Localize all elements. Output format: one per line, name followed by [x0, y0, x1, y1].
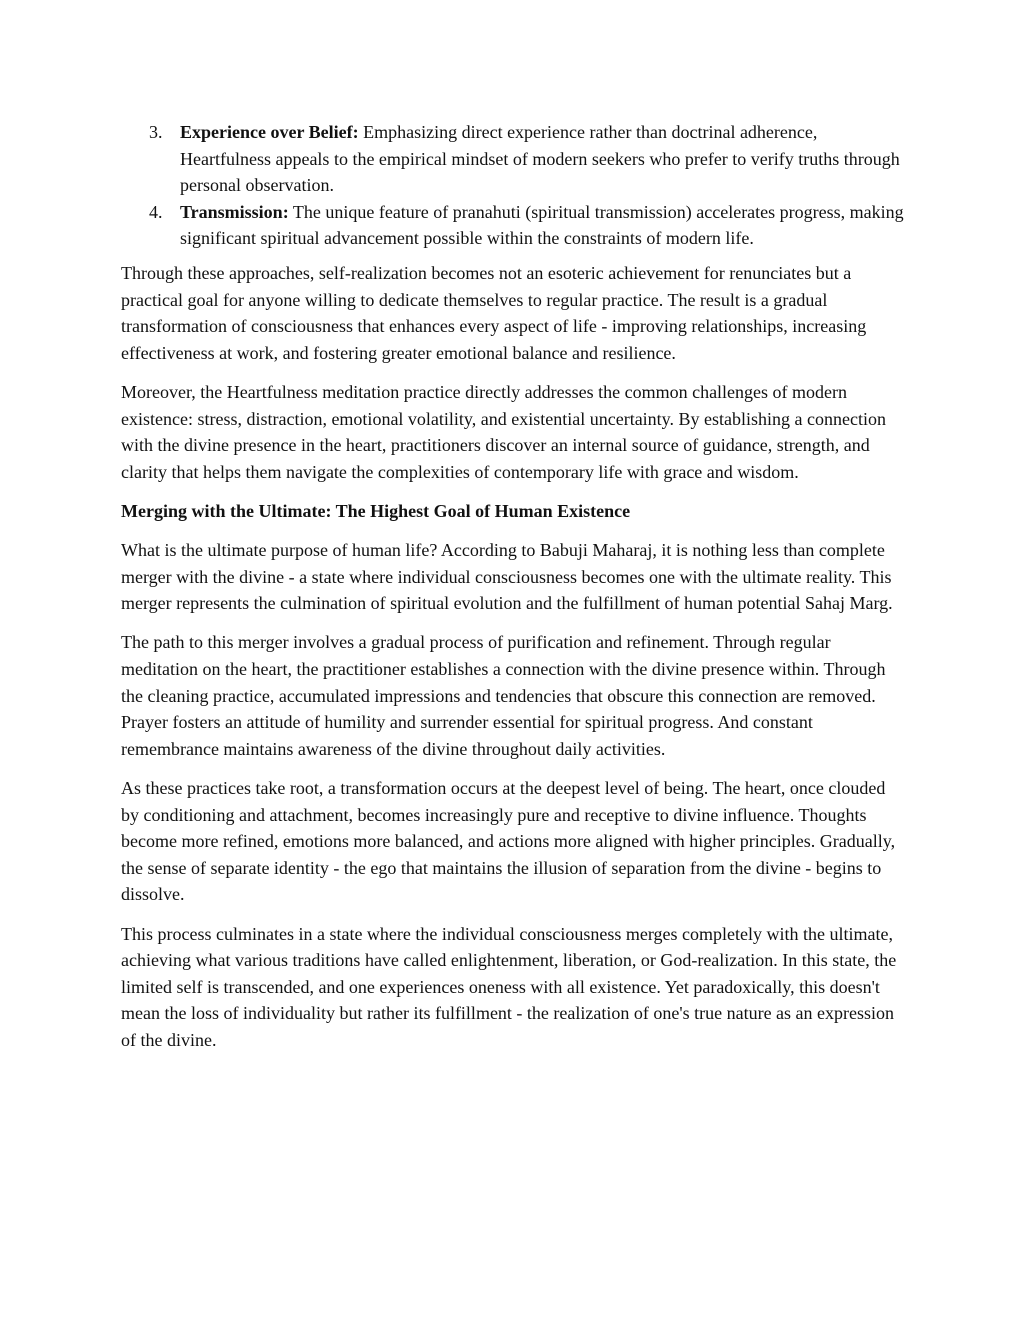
list-item: [121, 119, 906, 199]
paragraph: Moreover, the Heartfulness meditation practice directly addresses the common challenges of modern existence: stress, distraction, emotional volatility, and existential uncertainty. By establishing a connection with the divine presence in the heart, practitioners discover an internal source of guidance, strength, and clarity that helps them navigate the complexities of contemporary life with grace and wisdom.: [121, 381, 886, 482]
list-item: [121, 199, 906, 252]
list-item-text: The unique feature of pranahuti (spiritual transmission) accelerates progress, making significant spiritual advancement possible within the constraints of modern life.: [180, 201, 904, 249]
numbered-list: [121, 119, 906, 252]
document-page: [121, 119, 906, 1066]
list-item-number: 4.: [149, 201, 163, 222]
list-item-title: Experience over Belief:: [180, 122, 359, 142]
list-item-number: 3.: [149, 122, 163, 142]
paragraph: The path to this merger involves a gradual process of purification and refinement. Through regular meditation on the heart, the practitioner establishes a connection with the divine presence within. Through the cleaning practice, accumulated impressions and tendencies that obscure this connection are removed. Prayer fosters an attitude of humility and surrender essential for spiritual progress. And constant remembrance maintains awareness of the divine throughout daily activities.: [121, 632, 886, 759]
paragraph: What is the ultimate purpose of human life? According to Babuji Maharaj, it is nothing less than complete merger with the divine - a state where individual consciousness becomes one with the ultimate reality. This merger represents the culmination of spiritual evolution and the fulfillment of human potential Sahaj Marg.: [121, 540, 893, 614]
paragraph: Through these approaches, self-realization becomes not an esoteric achievement for renunciates but a practical goal for anyone willing to dedicate themselves to regular practice. The result is a gradual transformation of consciousness that enhances every aspect of life - improving relationships, increasing effectiveness at work, and fostering greater emotional balance and resilience.: [121, 262, 867, 363]
list-item-text: Emphasizing direct experience rather than doctrinal adherence, Heartfulness appeals to the empirical mindset of modern seekers who prefer to verify truths through personal observation.: [180, 122, 900, 196]
list-item-title: Transmission:: [180, 201, 289, 222]
paragraph: As these practices take root, a transformation occurs at the deepest level of being. The heart, once clouded by conditioning and attachment, becomes increasingly pure and receptive to divine influence. Thoughts become more refined, emotions more balanced, and actions more aligned with higher principles. Gradually, the sense of separate identity - the ego that maintains the illusion of separation from the divine - begins to dissolve.: [121, 778, 896, 905]
paragraph: This process culminates in a state where the individual consciousness merges completely with the ultimate, achieving what various traditions have called enlightenment, liberation, or God-realization. In this state, the limited self is transcended, and one experiences oneness with all existence. Yet paradoxically, this doesn't mean the loss of individuality but rather its fulfillment - the realization of one's true nature as an expression of the divine.: [121, 923, 897, 1050]
section-heading: Merging with the Ultimate: The Highest Goal of Human Existence: [121, 500, 631, 521]
